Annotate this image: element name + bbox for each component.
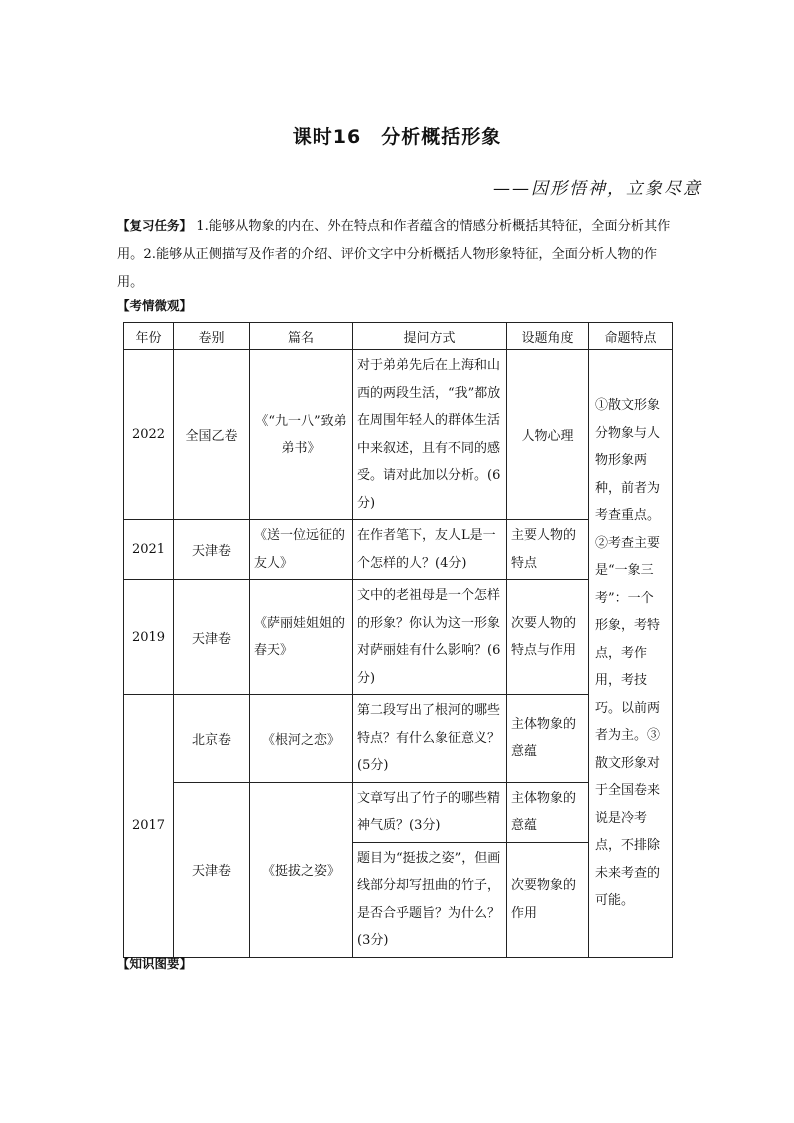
cell-angle: 主体物象的意蕴 <box>507 782 589 842</box>
cell-title: 《根河之恋》 <box>250 695 353 783</box>
cell-year: 2021 <box>124 520 174 580</box>
cell-year: 2019 <box>124 580 174 695</box>
cell-angle: 人物心理 <box>507 350 589 520</box>
page-subtitle: ——因形悟神，立象尽意 <box>493 179 702 199</box>
exam-table <box>123 322 673 958</box>
review-task-tag: 【复习任务】 <box>117 218 193 233</box>
review-task-text: 1.能够从物象的内在、外在特点和作者蕴含的情感分析概括其特征，全面分析其作用。2.能够从正侧描写及作者的介绍、评价文字中分析概括人物形象特征，全面分析人物的作用。 <box>117 219 671 290</box>
cell-title: 《挺拔之姿》 <box>250 782 353 957</box>
cell-angle: 主要人物的特点 <box>507 520 589 580</box>
cell-paper: 全国乙卷 <box>174 350 250 520</box>
page-title: 课时16 分析概括形象 <box>292 126 502 148</box>
review-task-paragraph <box>117 212 677 297</box>
cell-paper: 天津卷 <box>174 520 250 580</box>
cell-paper: 天津卷 <box>174 580 250 695</box>
table-header-row <box>124 323 673 350</box>
knowledge-section-heading: 【知识图要】 <box>117 956 193 971</box>
exam-section-heading: 【考情微观】 <box>117 298 193 313</box>
cell-title: 《“九一八”致弟弟书》 <box>250 350 353 520</box>
cell-question: 题目为“挺拔之姿”，但画线部分却写扭曲的竹子，是否合乎题旨？为什么？(3分) <box>353 842 507 957</box>
header-title: 篇名 <box>250 323 353 350</box>
cell-question: 对于弟弟先后在上海和山西的两段生活，“我”都放在周围年轻人的群体生活中来叙述，且有不同的感受。请对此加以分析。(6分) <box>353 350 507 520</box>
cell-question: 在作者笔下，友人L是一个怎样的人？(4分) <box>353 520 507 580</box>
cell-angle: 次要人物的特点与作用 <box>507 580 589 695</box>
cell-year: 2017 <box>124 695 174 958</box>
cell-angle: 次要物象的作用 <box>507 842 589 957</box>
header-question: 提问方式 <box>353 323 507 350</box>
header-paper: 卷别 <box>174 323 250 350</box>
cell-angle: 主体物象的意蕴 <box>507 695 589 783</box>
cell-features: ①散文形象分物象与人物形象两种，前者为考查重点。②考查主要是“一象三考”：一个形象，考特点，考作用，考技巧。以前两者为主。③散文形象对于全国卷来说是冷考点，不排除未来考查的可能。 <box>589 350 673 958</box>
cell-question: 第二段写出了根河的哪些特点？有什么象征意义？(5分) <box>353 695 507 783</box>
cell-question: 文章写出了竹子的哪些精神气质？(3分) <box>353 782 507 842</box>
header-features: 命题特点 <box>589 323 673 350</box>
cell-title: 《萨丽娃姐姐的春天》 <box>250 580 353 695</box>
cell-year: 2022 <box>124 350 174 520</box>
header-angle: 设题角度 <box>507 323 589 350</box>
header-year: 年份 <box>124 323 174 350</box>
cell-title: 《送一位远征的友人》 <box>250 520 353 580</box>
cell-paper: 北京卷 <box>174 695 250 783</box>
cell-paper: 天津卷 <box>174 782 250 957</box>
cell-question: 文中的老祖母是一个怎样的形象？你认为这一形象对萨丽娃有什么影响？(6分) <box>353 580 507 695</box>
table-row <box>124 350 673 520</box>
